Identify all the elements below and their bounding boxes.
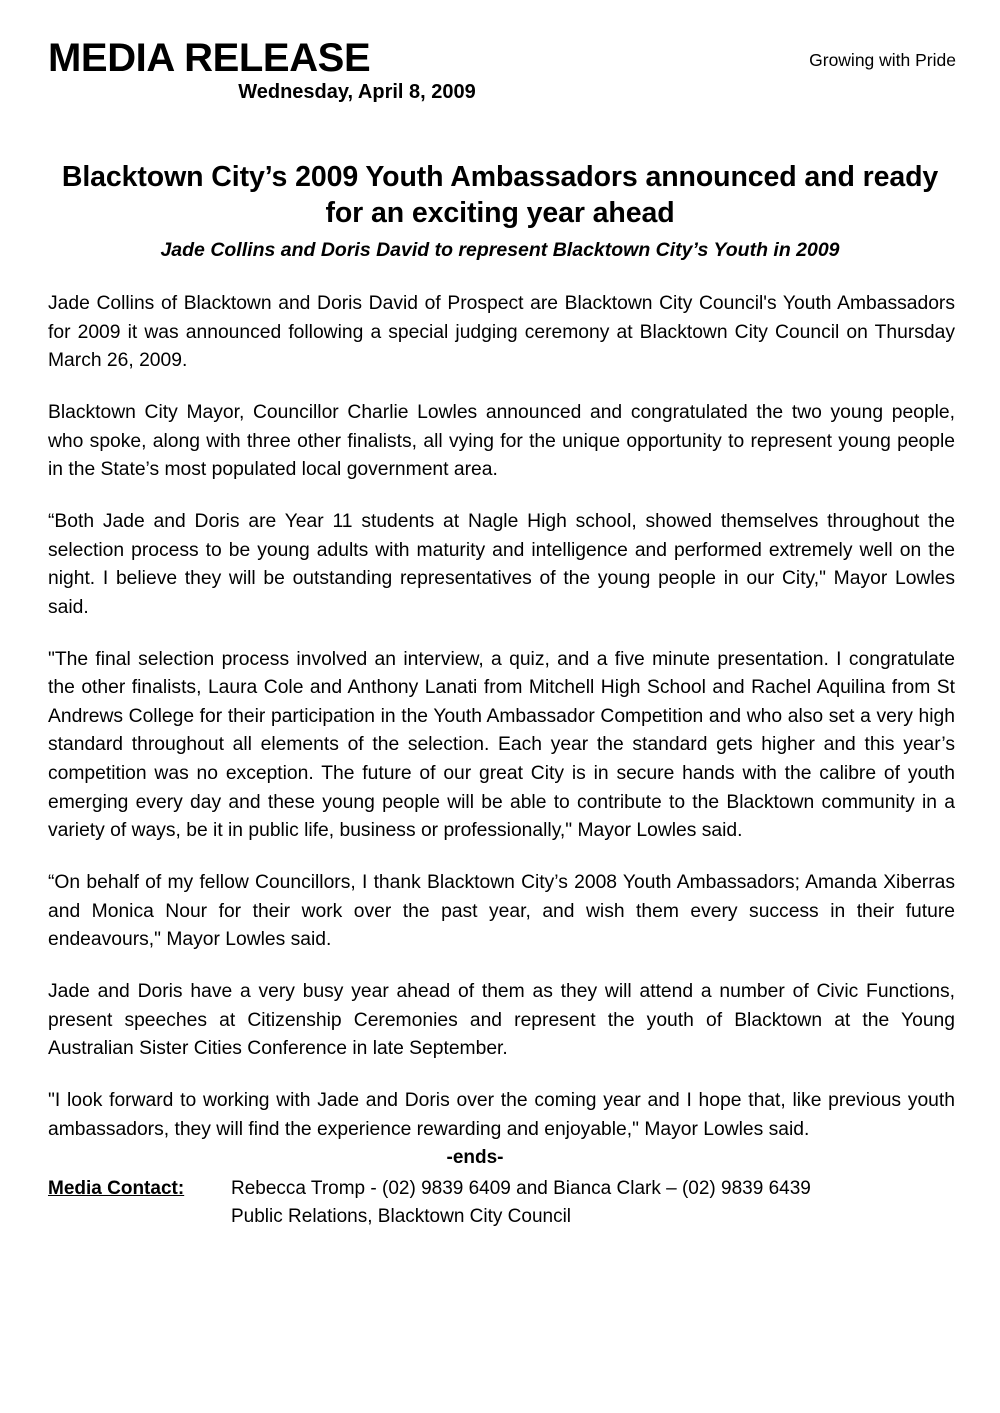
page-title: Blacktown City’s 2009 Youth Ambassadors announced and ready for an exciting year ahead xyxy=(61,161,939,229)
ends-marker: -ends- xyxy=(446,1147,504,1169)
paragraph: "I look forward to working with Jade and Doris over the coming year and I hope that, like previous youth ambassadors, they will find the experience rewarding and enjoyable," Mayor Lowles said. xyxy=(48,1089,955,1140)
body-text xyxy=(0,290,1000,1144)
release-date: Wednesday, April 8, 2009 xyxy=(238,81,476,103)
media-contact-details xyxy=(231,1175,955,1230)
council-tagline: Growing with Pride xyxy=(809,50,956,70)
paragraph: Jade Collins of Blacktown and Doris David of Prospect are Blacktown City Council's Youth Ambassadors for 2009 it was announced following a special judging ceremony at Blacktown City Council on Thursday March 26, 2009. xyxy=(48,293,955,372)
document-header xyxy=(0,0,1000,112)
media-contact-label: Media Contact: xyxy=(48,1178,185,1200)
title-block xyxy=(0,160,1000,263)
masthead-title: MEDIA RELEASE xyxy=(48,36,371,80)
masthead-row xyxy=(48,0,956,103)
paragraph: Blacktown City Mayor, Councillor Charlie Lowles announced and congratulated the two young people, who spoke, along with three other finalists, all vying for the unique opportunity to represent young people in the State’s most populated local government area. xyxy=(48,402,955,481)
media-contact-department: Public Relations, Blacktown City Council xyxy=(231,1205,572,1227)
paragraph: “On behalf of my fellow Councillors, I thank Blacktown City’s 2008 Youth Ambassadors; Amanda Xiberras and Monica Nour for their work over the past year, and wish them every success in their future endeavours," Mayor Lowles said. xyxy=(48,872,955,951)
media-contact-names: Rebecca Tromp - (02) 9839 6409 and Bianca Clark – (02) 9839 6439 xyxy=(231,1178,811,1200)
media-contact-block xyxy=(0,1175,1000,1230)
page-subtitle: Jade Collins and Doris David to represent Blacktown City’s Youth in 2009 xyxy=(160,238,840,261)
paragraph: “Both Jade and Doris are Year 11 students at Nagle High school, showed themselves throughout the selection process to be young adults with maturity and intelligence and performed extremely well on the night. I believe they will be outstanding representatives of the young people in our City," Mayor Lowles said. xyxy=(48,511,955,618)
paragraph: Jade and Doris have a very busy year ahead of them as they will attend a number of Civic Functions, present speeches at Citizenship Ceremonies and represent the youth of Blacktown at the Young Australian Sister Cities Conference in late September. xyxy=(48,980,955,1060)
paragraph: "The final selection process involved an interview, a quiz, and a five minute presentation. I congratulate the other finalists, Laura Cole and Anthony Lanati from Mitchell High School and Rachel Aquilina from St Andrews College for their participation in the Youth Ambassador Competition and who also set a very high standard throughout all elements of the selection. Each year the standard gets higher and this year’s competition was no exception. The future of our great City is in secure hands with the calibre of youth emerging every day and these young people will be able to contribute to the Blacktown community in a variety of ways, be it in public life, business or professionally," Mayor Lowles said. xyxy=(48,648,955,842)
